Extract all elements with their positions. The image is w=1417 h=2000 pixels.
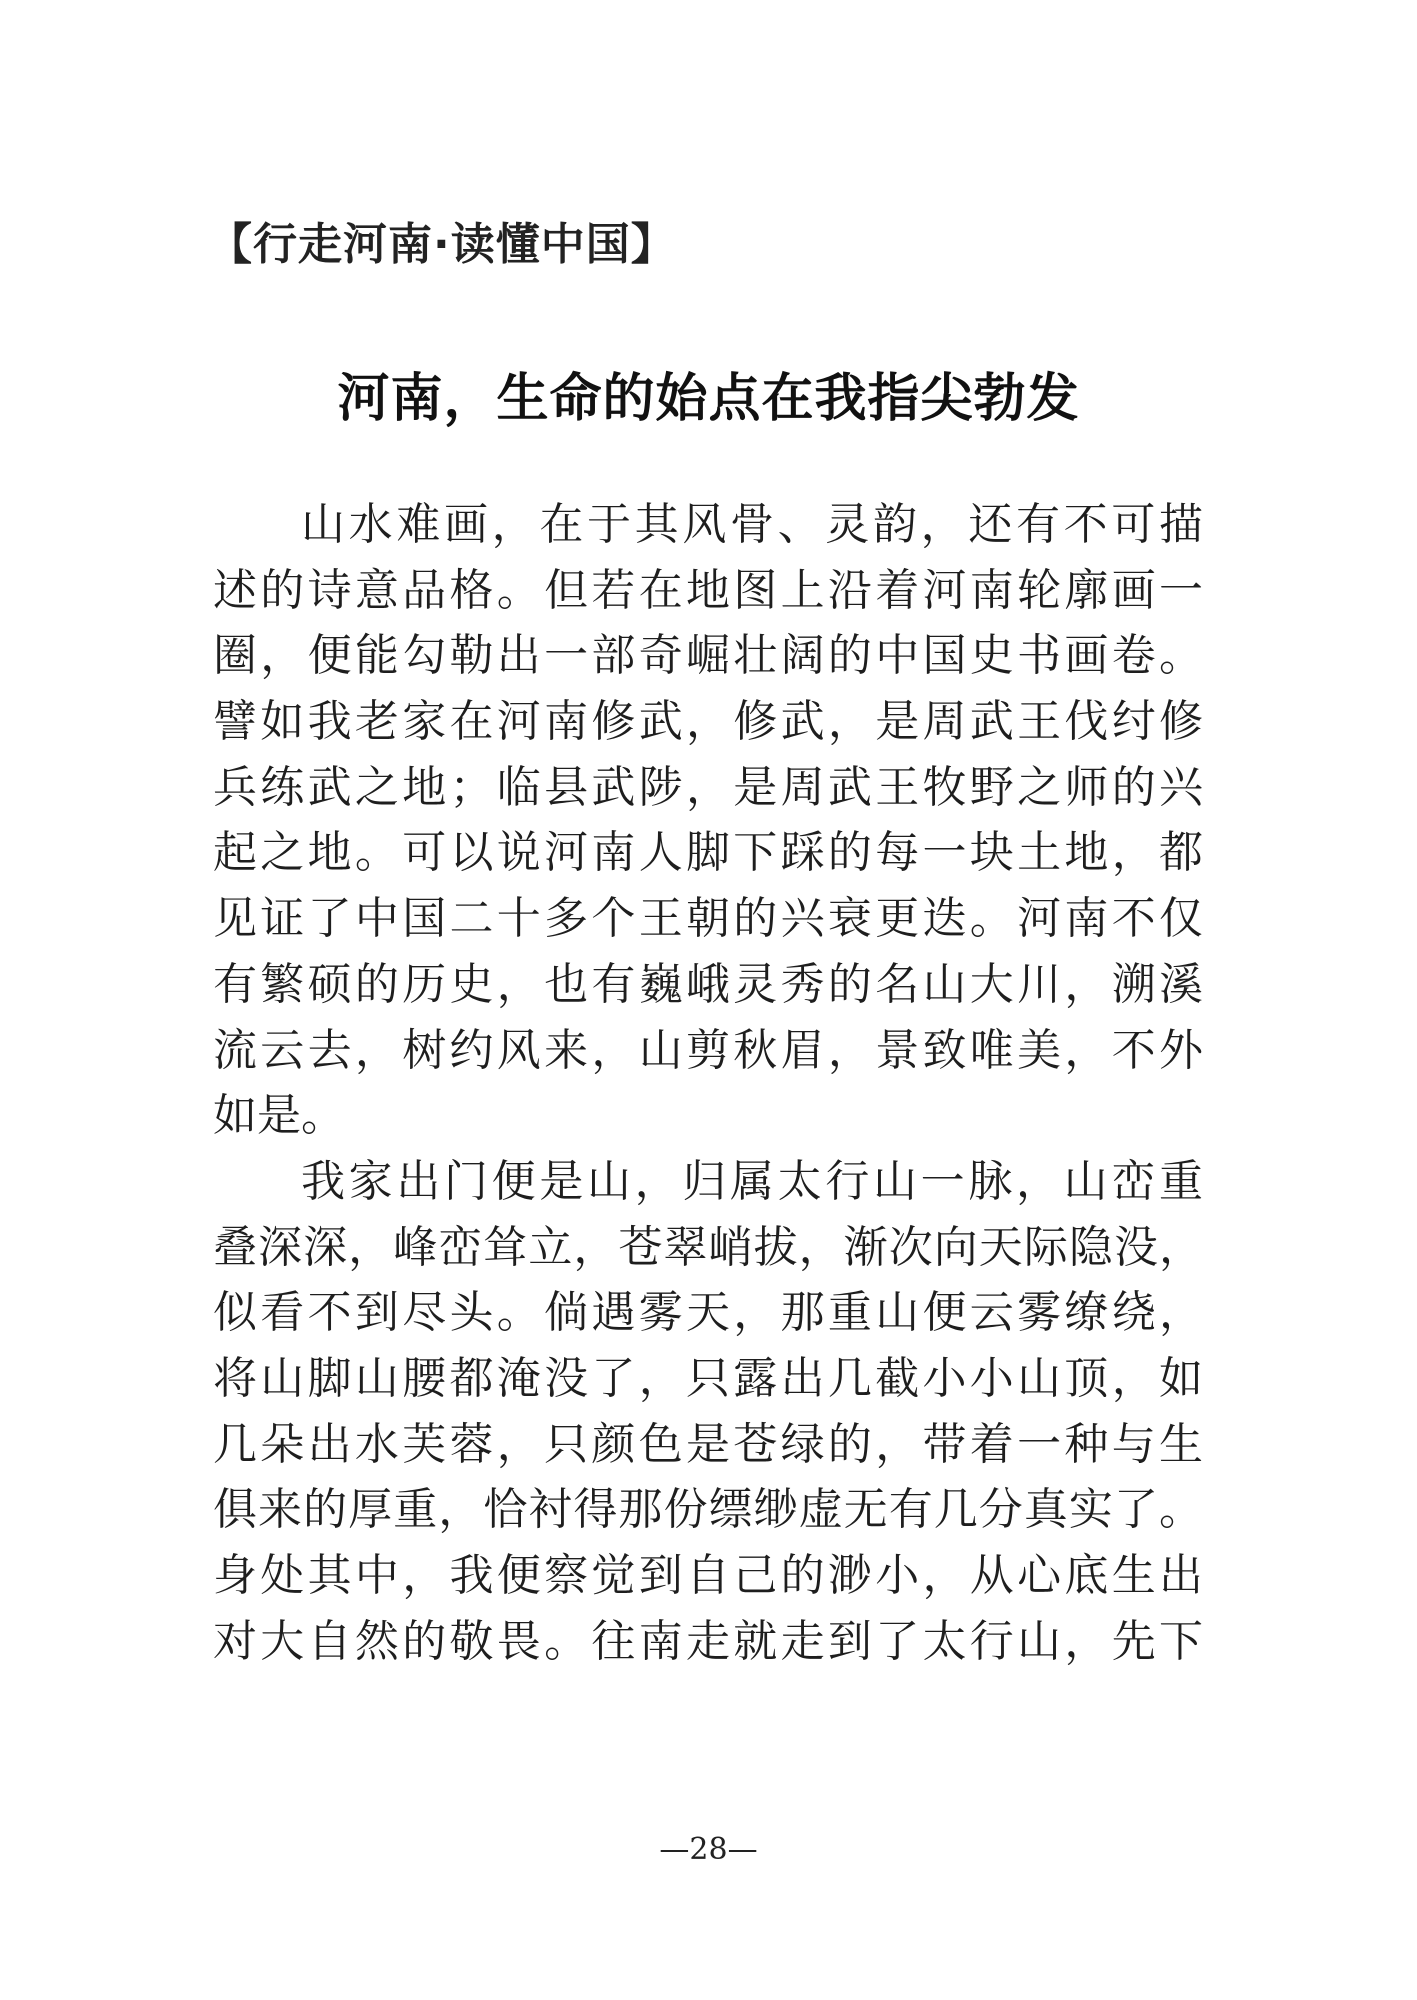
paragraph-1-line: 流云去，树约风来，山剪秋眉，景致唯美，不外 xyxy=(213,1024,1203,1076)
paragraph-1-line: 见证了中国二十多个王朝的兴衰更迭。河南不仅 xyxy=(213,893,1203,945)
paragraph-2-line: 俱来的厚重，恰衬得那份缥缈虚无有几分真实了。 xyxy=(213,1484,1203,1536)
paragraph-1-line: 有繁硕的历史，也有巍峨灵秀的名山大川，溯溪 xyxy=(213,958,1203,1010)
article-title: 河南，生命的始点在我指尖勃发 xyxy=(337,368,1080,429)
paragraph-1-line: 述的诗意品格。但若在地图上沿着河南轮廓画一 xyxy=(213,564,1203,616)
paragraph-1-line: 起之地。可以说河南人脚下踩的每一块土地，都 xyxy=(213,827,1203,879)
page-number: —28— xyxy=(659,1832,758,1867)
paragraph-2-line: 对大自然的敬畏。往南走就走到了太行山，先下 xyxy=(213,1615,1203,1667)
paragraph-2-line: 叠深深，峰峦耸立，苍翠峭拔，渐次向天际隐没， xyxy=(213,1221,1203,1273)
paragraph-2-line: 将山脚山腰都淹没了，只露出几截小小山顶，如 xyxy=(213,1352,1203,1404)
paragraph-1-line: 圈，便能勾勒出一部奇崛壮阔的中国史书画卷。 xyxy=(213,630,1203,682)
paragraph-1-line: 譬如我老家在河南修武，修武，是周武王伐纣修 xyxy=(213,696,1203,748)
column-tag: 【行走河南·读懂中国】 xyxy=(208,219,676,270)
paragraph-1-line: 兵练武之地；临县武陟，是周武王牧野之师的兴 xyxy=(213,761,1203,813)
paragraph-2-line: 几朵出水芙蓉，只颜色是苍绿的，带着一种与生 xyxy=(213,1418,1203,1470)
paragraph-2-line: 我家出门便是山，归属太行山一脉，山峦重 xyxy=(301,1155,1203,1207)
paragraph-1-line: 山水难画，在于其风骨、灵韵，还有不可描 xyxy=(301,499,1203,550)
article-body xyxy=(213,492,1203,1674)
paragraph-2-line: 身处其中，我便察觉到自己的渺小，从心底生出 xyxy=(213,1550,1203,1601)
paragraph-1-line: 如是。 xyxy=(213,1090,345,1142)
paragraph-2-line: 似看不到尽头。倘遇雾天，那重山便云雾缭绕， xyxy=(213,1287,1203,1339)
